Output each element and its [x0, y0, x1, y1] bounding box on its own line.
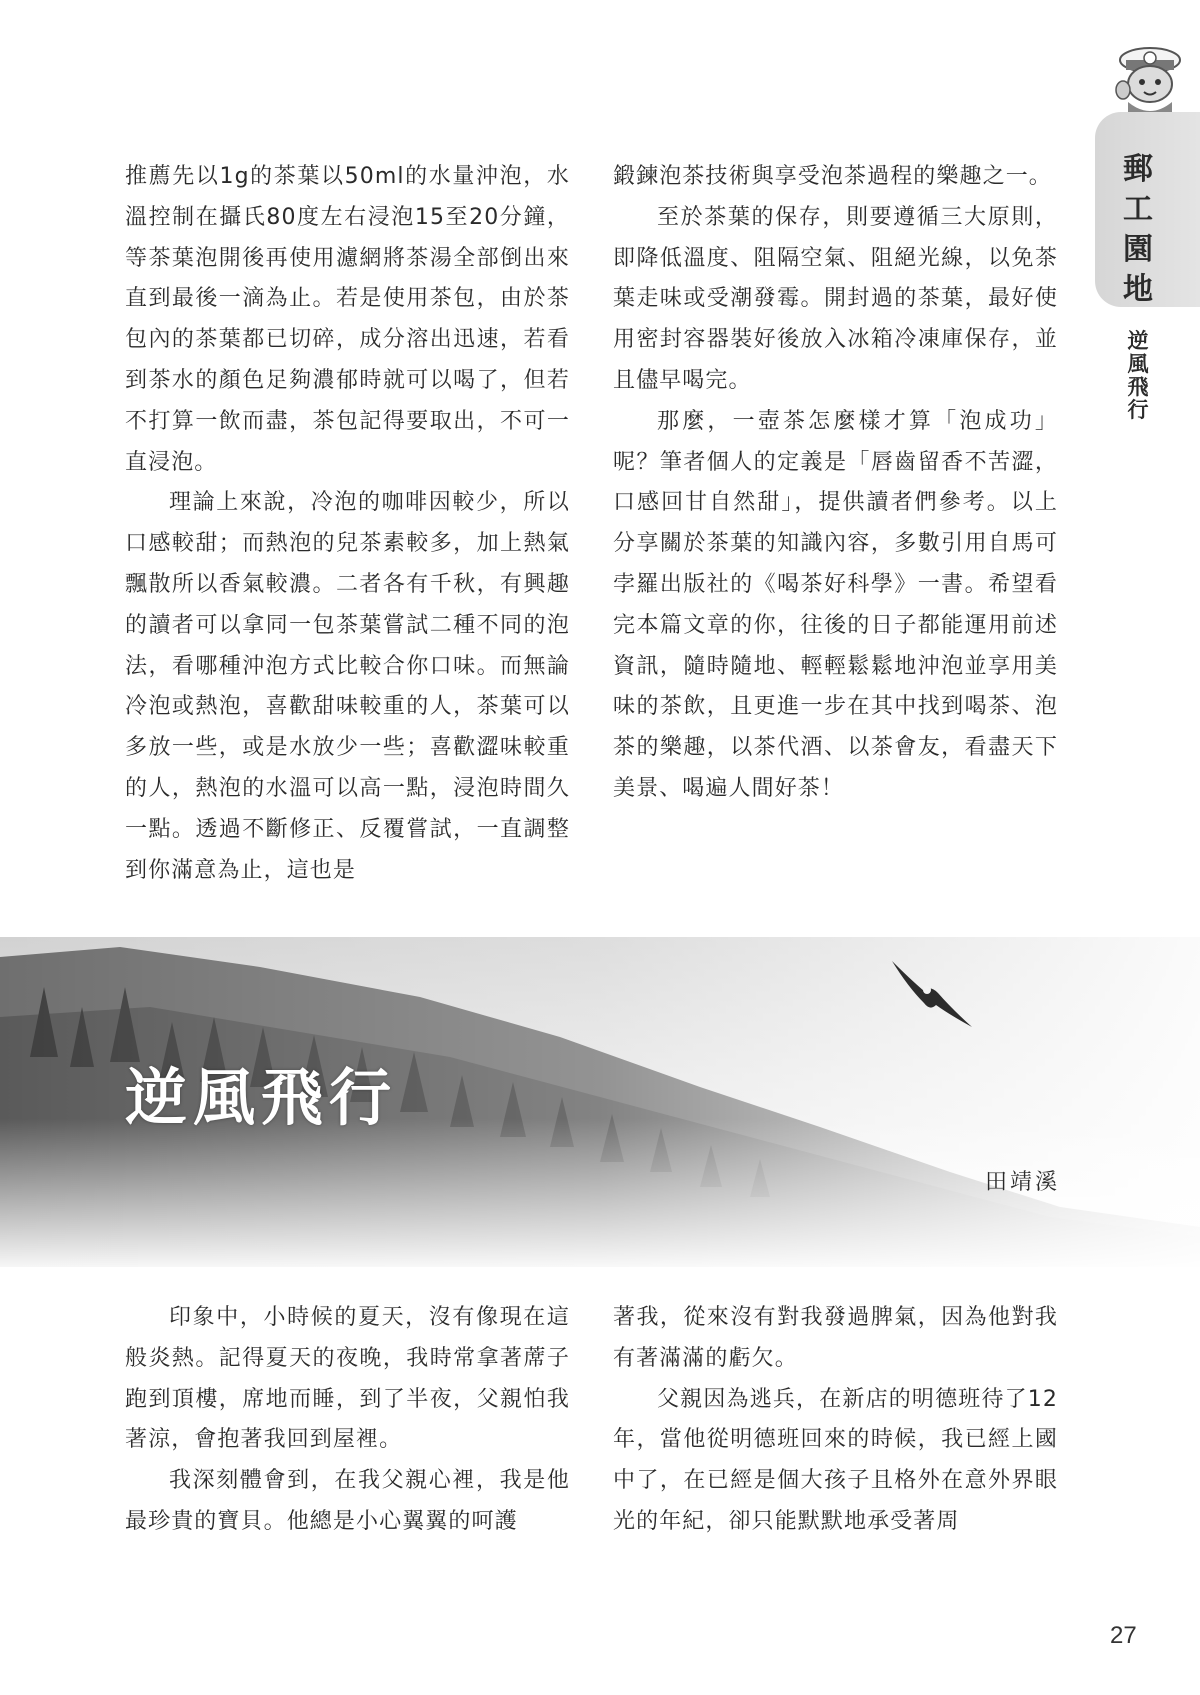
new-article-right-column	[613, 1298, 1058, 1543]
section-tab-subtitle: 逆風飛行	[1127, 329, 1149, 422]
page-number: 27	[1110, 1622, 1137, 1649]
article-title: 逆風飛行	[125, 1061, 398, 1134]
eagle-icon	[890, 957, 975, 1032]
paragraph: 至於茶葉的保存，則要遵循三大原則，即降低溫度、阻隔空氣、阻絕光線，以免茶葉走味或受潮發霉。開封過的茶葉，最好使用密封容器裝好後放入冰箱冷凍庫保存，並且儘早喝完。	[613, 204, 1058, 393]
article-author: 田靖溪	[985, 1170, 1061, 1195]
continued-article-left-column	[125, 157, 570, 891]
paragraph: 著我，從來沒有對我發過脾氣，因為他對我有著滿滿的虧欠。	[613, 1305, 1058, 1371]
paragraph: 那麼，一壺茶怎麼樣才算「泡成功」呢？筆者個人的定義是「唇齒留香不苦澀，口感回甘自然甜」，提供讀者們參考。以上分享關於茶葉的知識內容，多數引用自馬可孛羅出版社的《喝茶好科學》一書。希望看完本篇文章的你，往後的日子都能運用前述資訊，隨時隨地、輕輕鬆鬆地沖泡並享用美味的茶飲，且更進一步在其中找到喝茶、泡茶的樂趣，以茶代酒、以茶會友，看盡天下美景、喝遍人間好茶！	[613, 408, 1058, 801]
section-tab-title: 郵工園地	[1123, 152, 1153, 307]
paragraph: 父親因為逃兵，在新店的明德班待了12年，當他從明德班回來的時候，我已經上國中了，在已經是個大孩子且格外在意外界眼光的年紀，卻只能默默地承受著周	[613, 1386, 1058, 1534]
continued-article-right-column	[613, 157, 1058, 810]
paragraph: 理論上來說，冷泡的咖啡因較少，所以口感較甜；而熱泡的兒茶素較多，加上熱氣飄散所以香氣較濃。二者各有千秋，有興趣的讀者可以拿同一包茶葉嘗試二種不同的泡法，看哪種沖泡方式比較合你口味。而無論冷泡或熱泡，喜歡甜味較重的人，茶葉可以多放一些，或是水放少一些；喜歡澀味較重的人，熱泡的水溫可以高一點，浸泡時間久一點。透過不斷修正、反覆嘗試，一直調整到你滿意為止，這也是	[125, 490, 570, 883]
paragraph: 推薦先以1g的茶葉以50ml的水量沖泡，水溫控制在攝氏80度左右浸泡15至20分鐘，等茶葉泡開後再使用濾網將茶湯全部倒出來直到最後一滴為止。若是使用茶包，由於茶包內的茶葉都已切碎，成分溶出迅速，若看到茶水的顏色足夠濃郁時就可以喝了，但若不打算一飲而盡，茶包記得要取出，不可一直浸泡。	[125, 164, 570, 475]
paragraph: 鍛鍊泡茶技術與享受泡茶過程的樂趣之一。	[613, 164, 1052, 189]
new-article-left-column	[125, 1298, 570, 1543]
paragraph: 我深刻體會到，在我父親心裡，我是他最珍貴的寶貝。他總是小心翼翼的呵護	[125, 1468, 570, 1534]
paragraph: 印象中，小時候的夏天，沒有像現在這般炎熱。記得夏天的夜晚，我時常拿著蓆子跑到頂樓，席地而睡，到了半夜，父親怕我著涼，會抱著我回到屋裡。	[125, 1305, 570, 1453]
